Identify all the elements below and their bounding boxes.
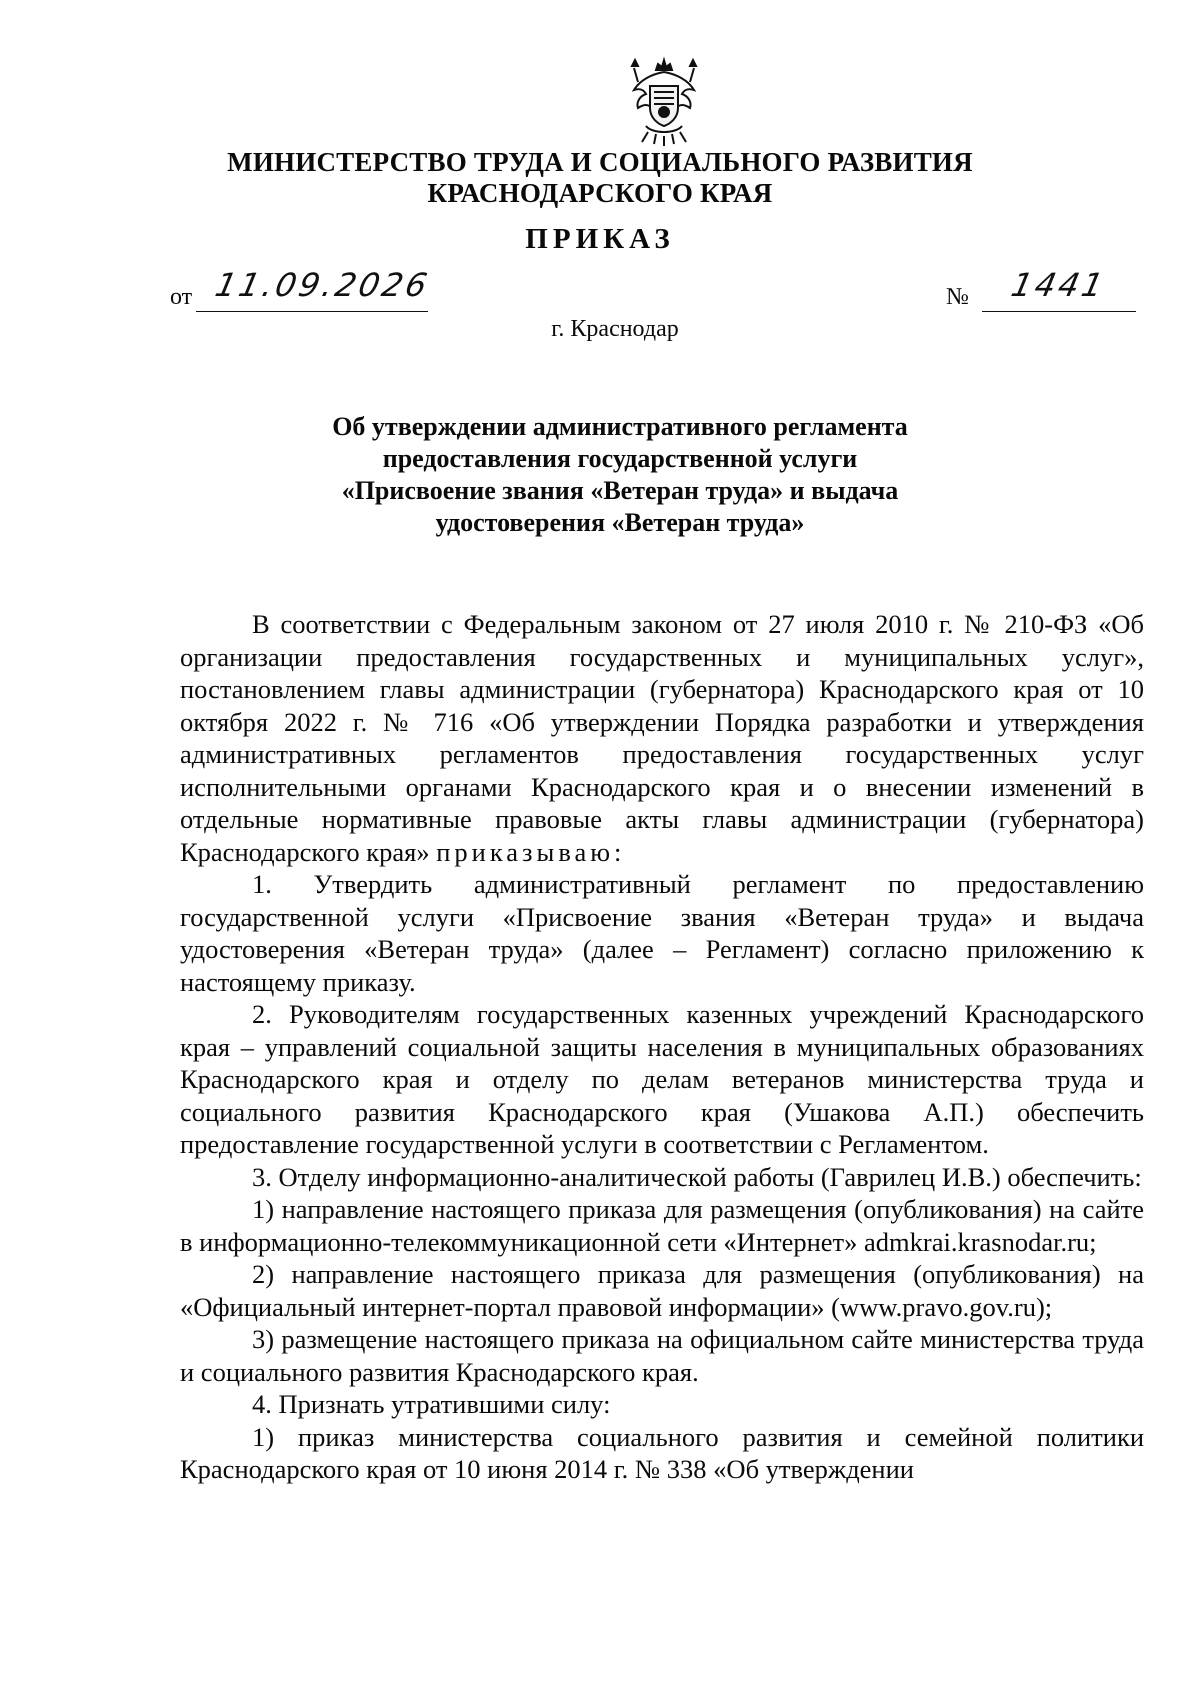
item-3-2: 2) направление настоящего приказа для размещения (опубликования) на «Официальный интернет-портал правовой информации» (www.pravo.gov.ru); (180, 1259, 1144, 1322)
document-body (180, 608, 1144, 1486)
handwritten-date: 11.09.2026 (211, 266, 434, 304)
ministry-line-2: КРАСНОДАРСКОГО КРАЯ (427, 178, 773, 208)
item-3: 3. Отделу информационно-аналитической работы (Гаврилец И.В.) обеспечить: (252, 1161, 1142, 1192)
item-3-1: 1) направление настоящего приказа для размещения (опубликования) на сайте в информационно-телекоммуникационной сети «Интернет» admkrai.krasnodar.ru; (180, 1194, 1144, 1257)
number-prefix: № (946, 284, 969, 310)
date-prefix: от (170, 284, 193, 310)
item-1: 1. Утвердить административный регламент по предоставлению государственной услуги «Присвоение звания «Ветеран труда» и выдача удостоверения «Ветеран труда» (далее – Регламент) согласно приложению к настоящему приказу. (180, 869, 1144, 997)
item-4-1: 1) приказ министерства социального развития и семейной политики Краснодарского края от 10 июня 2014 г. № 338 «Об утверждении (180, 1421, 1144, 1484)
number-underline (982, 311, 1136, 312)
coat-of-arms-icon (626, 56, 702, 148)
subject-line-1: Об утверждении административного регламента (332, 412, 908, 441)
item-4: 4. Признать утратившими силу: (252, 1389, 611, 1419)
document-type: ПРИКАЗ (525, 223, 675, 255)
number-field (946, 266, 1146, 314)
date-underline (196, 311, 428, 312)
order-word: приказываю: (436, 836, 626, 867)
document-subject (0, 411, 1200, 539)
date-field (170, 266, 470, 314)
subject-line-3: «Присвоение звания «Ветеран труда» и выдача (341, 476, 899, 505)
handwritten-number: 1441 (1007, 266, 1110, 304)
intro-paragraph (180, 608, 1144, 868)
item-3-3: 3) размещение настоящего приказа на официальном сайте министерства труда и социального развития Краснодарского края. (180, 1324, 1144, 1387)
intro-text: В соответствии с Федеральным законом от 27 июля 2010 г. № 210-ФЗ «Об организации предоставления государственных и муниципальных услуг», постановлением главы администрации (губернатора) Краснодарского края от 10 октября 2022 г. № 716 «Об утверждении Порядка разработки и утверждения административных регламентов предоставления государственных услуг исполнительными органами Краснодарского края и о внесении изменений в отдельные нормативные правовые акты главы администрации (губернатора) Краснодарского края» (180, 609, 1144, 867)
city: г. Краснодар (551, 316, 679, 342)
item-2: 2. Руководителям государственных казенных учреждений Краснодарского края – управлений социальной защиты населения в муниципальных образованиях Краснодарского края и отделу по делам ветеранов министерства труда и социального развития Краснодарского края (Ушакова А.П.) обеспечить предоставление государственной услуги в соответствии с Регламентом. (180, 999, 1144, 1159)
subject-line-2: предоставления государственной услуги (382, 444, 858, 473)
ministry-name (0, 147, 1200, 209)
ministry-line-1: МИНИСТЕРСТВО ТРУДА И СОЦИАЛЬНОГО РАЗВИТИЯ (227, 147, 973, 177)
subject-line-4: удостоверения «Ветеран труда» (435, 508, 805, 537)
